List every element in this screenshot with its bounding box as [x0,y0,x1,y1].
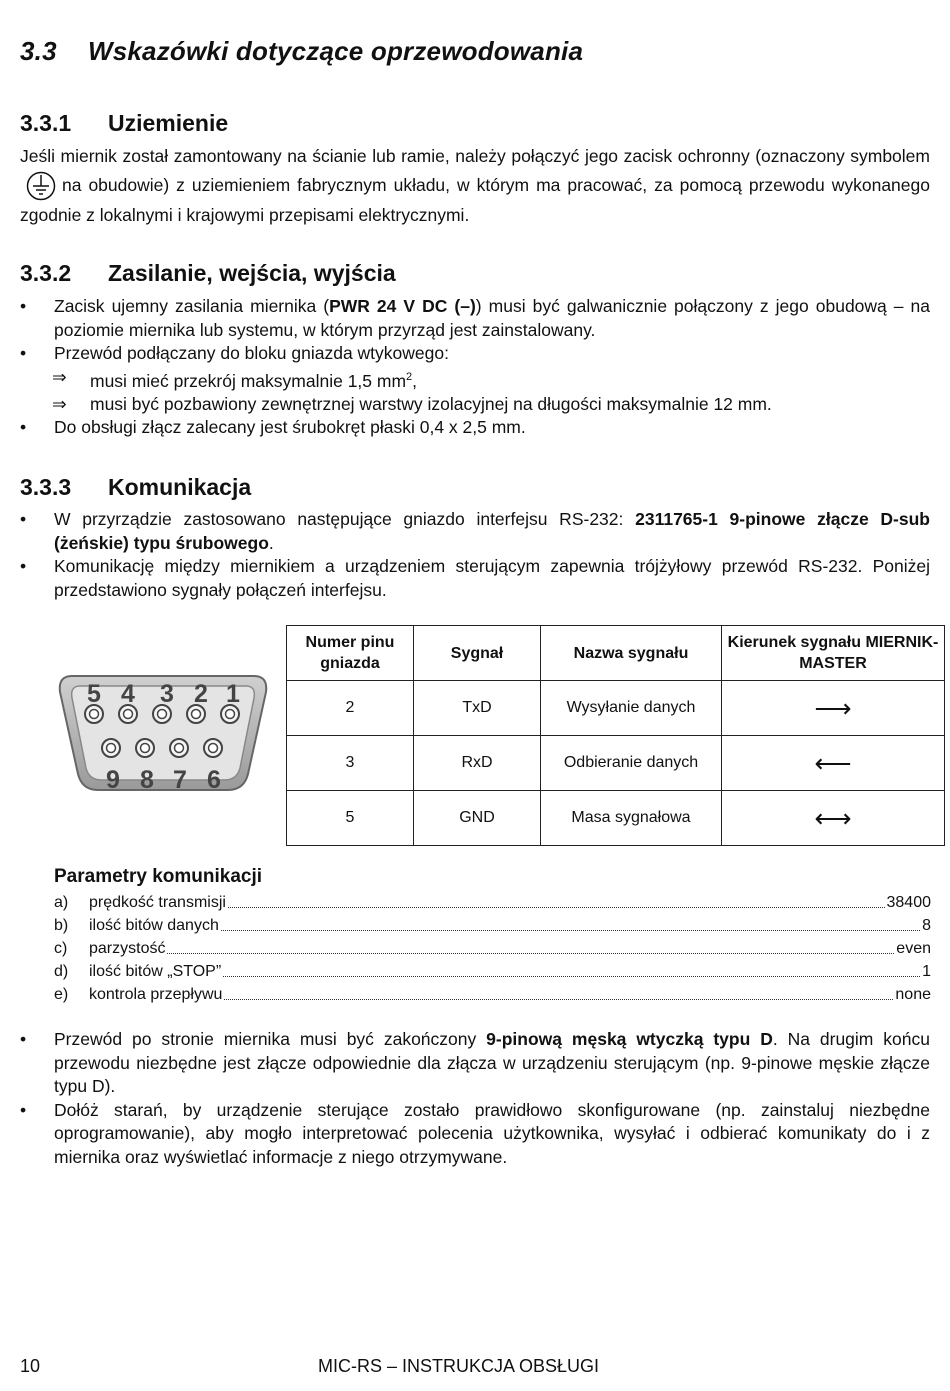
param-row [54,914,931,937]
cable-notes-list [20,1028,930,1169]
dot-leader [228,891,885,908]
implies-arrow-icon: ⇒ [52,393,67,414]
table-cell: 5 [287,791,414,846]
param-value: none [895,986,931,1003]
item-bold: 9-pinową męską wtyczką typu D [486,1029,773,1049]
subsection-number: 3.3.2 [20,260,72,286]
subsection-number: 3.3.3 [20,474,72,500]
footer-title: MIC-RS – INSTRUKCJA OBSŁUGI [318,1356,600,1376]
param-letter: b) [54,917,69,934]
pin-label: 7 [173,766,187,794]
item-text: , [412,370,418,391]
communication-parameters [54,866,931,1006]
item-text: ) musi być galwanicznie połączony z jego obudową – na poziomie miernika lub systemu, w którym przyrząd jest zainstalowany. [54,296,931,340]
param-letter: d) [54,963,69,980]
column-header: Kierunek sygnału MIERNIK-MASTER [722,626,945,681]
table-row [287,736,945,791]
subsection-heading-332 [20,260,396,287]
grounding-paragraph [20,142,930,230]
param-name: ilość bitów „STOP” [89,963,222,980]
column-header: Numer pinu gniazda [287,626,414,681]
superscript: 2 [406,370,413,383]
column-header: Nazwa sygnału [541,626,722,681]
table-row [287,681,945,736]
page-number: 10 [20,1356,41,1376]
param-value: even [896,940,931,957]
param-name: ilość bitów danych [89,917,219,934]
item-text: . [268,532,274,553]
table-cell: Wysyłanie danych [541,681,722,736]
table-cell: 2 [287,681,414,736]
params-title: Parametry komunikacji [54,866,263,887]
param-letter: c) [54,940,68,957]
list-item: • Przewód po stronie miernika musi być zakończony 9-pinową męską wtyczką typu D. Na drugim końcu przewodu niezbędne jest złącze odpowiednie dla złącza w urządzeniu sterującym (np. 9-pinowe męskie złącze typu D). [20,1029,930,1096]
subsection-number: 3.3.1 [20,110,72,136]
item-text: musi być pozbawiony zewnętrznej warstwy izolacyjnej na długości maksymalnie 12 mm. [90,393,772,414]
section-title: Wskazówki dotyczące oprzewodowania [88,36,584,66]
item-text: Przewód po stronie miernika musi być zakończony [54,1029,487,1049]
item-text: Do obsługi złącz zalecany jest śrubokręt płaski 0,4 x 2,5 mm. [54,417,526,438]
table-cell: TxD [414,681,541,736]
pin-label: 2 [194,680,208,708]
list-item: • Dołóż starań, by urządzenie sterujące zostało prawidłowo skonfigurowane (np. zainstaluj niezbędne oprogramowanie), aby mogło interpretować polecenia użytkownika, wysyłać i odbierać komunikaty do i z miernika oraz wyświetlać informacje z niego otrzymywane. [20,1099,930,1167]
direction-arrow-icon: ⟶ [722,681,945,736]
item-text: Komunikację między miernikiem a urządzeniem sterującym zapewnia trójżyłowy przewód RS-232. Poniżej przedstawiono sygnały połączeń interfejsu. [54,556,930,600]
param-value: 8 [922,917,931,934]
table-cell: Masa sygnałowa [541,791,722,846]
pin-label: 4 [121,680,135,708]
param-row [54,937,931,960]
sub-item [20,366,930,393]
param-row [54,960,931,983]
item-text: Przewód podłączany do bloku gniazda wtykowego: [54,343,449,363]
dot-leader [223,960,920,977]
dot-leader [221,914,920,931]
section-heading [20,36,583,67]
param-name: prędkość transmisji [89,894,226,911]
power-list [20,295,930,440]
param-value: 1 [922,963,931,980]
param-value: 38400 [886,894,931,911]
grounding-text-b: na obudowie) z uziemieniem fabrycznym układu, w którym ma pracować, za pomocą przewodu wykonanego zgodnie z lokalnymi i krajowymi przepisami elektrycznymi. [20,175,930,226]
param-letter: a) [54,894,69,911]
subsection-title: Uziemienie [108,110,229,136]
pin-label: 9 [106,766,120,794]
subsection-title: Zasilanie, wejścia, wyjścia [108,260,396,286]
column-header: Sygnał [414,626,541,681]
param-name: parzystość [89,940,166,957]
list-item: • W przyrządzie zastosowano następujące gniazdo interfejsu RS-232: 2311765-1 9-pinowe złącze D-sub (żeńskie) typu śrubowego. [20,509,930,553]
table-cell: 3 [287,736,414,791]
param-letter: e) [54,986,69,1003]
dot-leader [167,937,894,954]
table-cell: GND [414,791,541,846]
protective-earth-icon [26,171,56,201]
dot-leader [224,983,893,1000]
subsection-heading-333 [20,474,251,501]
list-item: • Komunikację między miernikiem a urządzeniem sterującym zapewnia trójżyłowy przewód RS-232. Poniżej przedstawiono sygnały połączeń interfejsu. [20,556,930,600]
table-header-row [287,626,945,681]
pin-label: 6 [207,766,221,794]
param-name: kontrola przepływu [89,986,223,1003]
list-item: • Do obsługi złącz zalecany jest śrubokręt płaski 0,4 x 2,5 mm. [20,417,526,438]
subsection-title: Komunikacja [108,474,252,500]
item-text: Zacisk ujemny zasilania miernika ( [54,296,330,316]
pin-label: 1 [226,680,240,708]
direction-arrow-icon: ⟷ [722,791,945,846]
item-text: W przyrządzie zastosowano następujące gniazdo interfejsu RS-232: [54,509,636,529]
item-text: . Na drugim końcu przewodu niezbędne jest złącze odpowiednie dla złącza w urządzeniu sterującym (np. 9-pinowe męskie złącze typu D). [54,1029,930,1096]
list-item: • Zacisk ujemny zasilania miernika (PWR 24 V DC (–)) musi być galwanicznie połączony z jego obudową – na poziomie miernika lub systemu, w którym przyrząd jest zainstalowany. [20,296,931,340]
list-item: • Przewód podłączany do bloku gniazda wtykowego: [20,343,449,363]
sub-item [20,393,930,417]
pin-label: 8 [140,766,154,794]
dsub-connector-diagram [52,672,274,794]
section-number: 3.3 [20,36,57,66]
grounding-text-a: Jeśli miernik został zamontowany na ścianie lub ramie, należy połączyć jego zacisk ochronny (oznaczony symbolem [20,146,930,166]
direction-arrow-icon: ⟵ [722,736,945,791]
implies-arrow-icon: ⇒ [52,366,67,387]
signal-table [286,625,945,846]
communication-list [20,508,930,602]
table-cell: RxD [414,736,541,791]
item-bold: PWR 24 V DC (–) [329,296,476,316]
param-row [54,891,931,914]
subsection-heading-331 [20,110,228,137]
table-cell: Odbieranie danych [541,736,722,791]
param-row [54,983,931,1006]
item-text: Dołóż starań, by urządzenie sterujące zostało prawidłowo skonfigurowane (np. zainstaluj niezbędne oprogramowanie), aby mogło interpretować polecenia użytkownika, wysyłać i odbierać komunikaty do i z miernika oraz wyświetlać informacje z niego otrzymywane. [54,1099,930,1167]
item-bold: 2311765-1 9-pinowe złącze D-sub (żeńskie) typu śrubowego [54,509,930,553]
pin-label: 3 [160,680,174,708]
table-row [287,791,945,846]
item-text: musi mieć przekrój maksymalnie 1,5 mm [90,370,407,391]
pin-label: 5 [87,680,101,708]
